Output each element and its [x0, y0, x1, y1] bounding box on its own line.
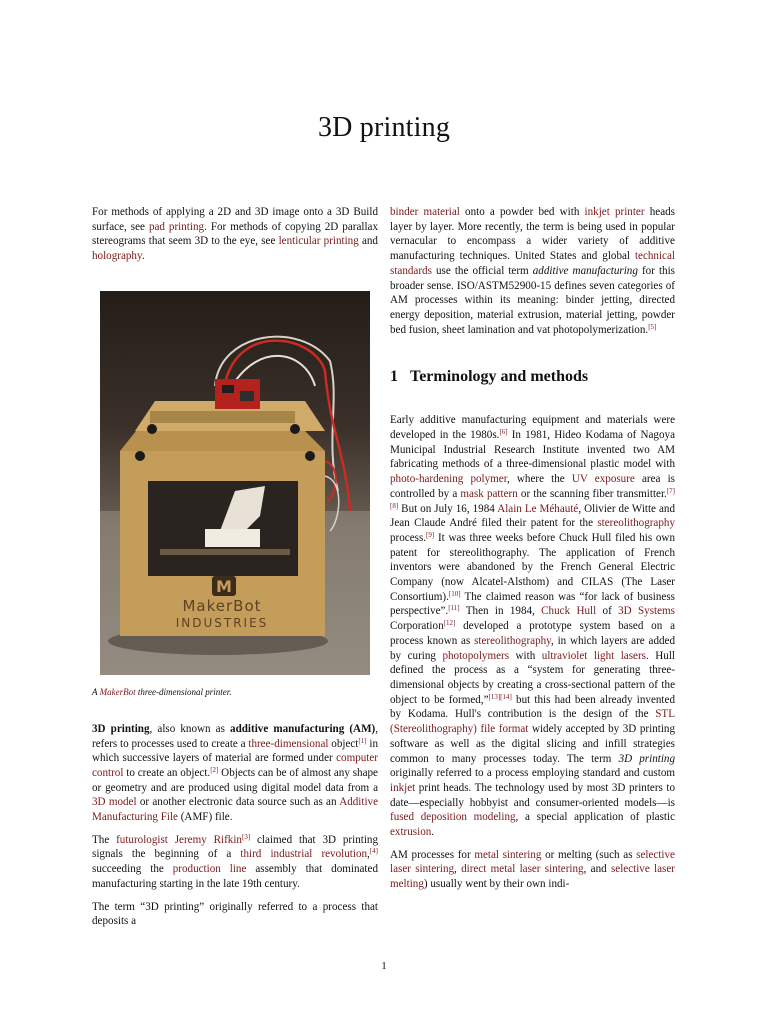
text: . — [431, 826, 435, 839]
text: In 1981, Hideo Kodama of Nagoya Municipal Industrial Research Institute invented two AM fabricating methods of a three-dimensional plastic model with — [390, 429, 676, 471]
link-selective-laser-sintering[interactable]: selective laser sintering — [390, 848, 675, 876]
makerbot-logo-text: MakerBot — [182, 596, 262, 615]
bold-term: 3D printing — [92, 722, 150, 735]
citation-link[interactable]: [11] — [448, 604, 460, 613]
svg-text:M: M — [216, 576, 232, 596]
link-production-line[interactable]: production line — [172, 863, 247, 876]
section-number: 1 — [390, 368, 398, 386]
text: The — [92, 833, 117, 846]
citation-link[interactable]: [9] — [426, 530, 435, 539]
citation-link[interactable]: [4] — [369, 847, 378, 856]
intro-paragraph-2 — [92, 833, 378, 892]
intro-paragraph-3-cont — [390, 205, 675, 337]
right-column — [390, 205, 675, 900]
text: process. — [390, 531, 427, 544]
citation-link[interactable]: [5] — [648, 322, 657, 331]
text: assembly that dominated manufacturing starting in the late 19th century. — [92, 863, 378, 890]
link-third-industrial-revolution[interactable]: third industrial revolution — [240, 848, 368, 861]
text: , — [454, 863, 462, 876]
text: and — [358, 235, 378, 248]
text: For methods of applying a 2D and 3D image onto a 3D Build surface, see — [92, 206, 378, 233]
link-ultraviolet-lasers[interactable]: ultraviolet light lasers — [541, 649, 646, 662]
text: The term “3D printing” originally referred to a process that deposits a — [92, 900, 378, 928]
text: claimed that 3D printing signals the beginning of a — [92, 833, 378, 861]
citation-link[interactable]: [6] — [499, 428, 508, 437]
text: Then in 1984, — [459, 605, 542, 618]
text: area is controlled by a — [390, 473, 675, 500]
section-paragraph-1 — [390, 413, 675, 839]
section-title: Terminology and methods — [410, 368, 589, 386]
link-three-dimensional[interactable]: three-dimensional — [248, 737, 329, 750]
link-technical-standards[interactable]: technical standards — [390, 250, 675, 277]
text: , a special application of plastic — [515, 811, 675, 824]
citation-link[interactable]: [1] — [358, 736, 367, 745]
link-holography[interactable]: holography — [92, 250, 142, 263]
hatnote — [92, 205, 378, 264]
link-selective-laser-melting[interactable]: selective laser melting — [390, 863, 675, 891]
link-direct-metal-laser-sintering[interactable]: direct metal laser sintering — [461, 863, 584, 876]
link-metal-sintering[interactable]: metal sintering — [474, 848, 542, 861]
text: of — [596, 605, 619, 618]
bold-term: additive manufacturing (AM) — [230, 722, 376, 735]
page-number: 1 — [381, 960, 387, 972]
link-inkjet[interactable]: inkjet — [390, 781, 416, 794]
citation-link[interactable]: [3] — [241, 832, 251, 841]
text: A — [92, 686, 100, 697]
section-heading — [390, 367, 675, 387]
text: or melting (such as — [541, 848, 637, 861]
link-lenticular-printing[interactable]: lenticular printing — [278, 235, 359, 248]
link-pad-printing[interactable]: pad printing — [148, 220, 205, 233]
text: , refers to processes used to create a — [92, 722, 379, 750]
link-photo-hardening-polymer[interactable]: photo-hardening polymer — [390, 473, 507, 486]
link-jeremy-rifkin[interactable]: futurologist Jeremy Rifkin — [116, 833, 242, 846]
text: in which successive layers of material are formed under — [92, 737, 378, 765]
link-computer-control[interactable]: computer control — [92, 752, 378, 779]
citation-link[interactable]: [13][14] — [488, 692, 512, 701]
left-column — [92, 205, 378, 929]
text: , also known as — [149, 722, 231, 735]
text: . — [141, 250, 145, 263]
figure-caption — [92, 686, 378, 698]
link-alain-le-mehaute[interactable]: Alain Le Méhauté — [497, 502, 579, 515]
text: three-dimensional printer. — [135, 686, 232, 697]
link-stereolithography-2[interactable]: stereolithography — [474, 634, 552, 647]
link-mask-pattern[interactable]: mask pattern — [460, 487, 518, 500]
link-inkjet-printer[interactable]: inkjet printer — [584, 206, 645, 218]
link-makerbot[interactable]: MakerBot — [99, 686, 136, 697]
text: originally referred to a process employing standard and custom — [390, 767, 675, 780]
citation-link[interactable]: [7][8] — [390, 486, 675, 510]
link-3d-model[interactable]: 3D model — [92, 796, 137, 809]
italic-term: additive manufacturing — [532, 264, 638, 277]
text: for this broader sense. ISO/ASTM52900-15 defines seven categories of AM processes within its meaning: binder jetting, directed energy deposition, material extrusion, material jetting, powder bed fusion, sheet lamination and vat photopolymerization. — [390, 264, 675, 336]
text: ) usually went by their own indi- — [423, 878, 570, 891]
text: Corporation — [390, 620, 444, 633]
text: . Hull defined the process as a “system for generating three-dimensional objects by creating a cross-sectional pattern of the object to be formed,” — [390, 649, 675, 706]
text: But on July 16, 1984 — [398, 502, 498, 515]
intro-paragraph-1 — [92, 722, 378, 825]
text: onto a powder bed with — [459, 206, 585, 218]
text: or another electronic data source such as an — [136, 796, 340, 809]
intro-paragraph-3-start — [92, 900, 378, 929]
text: , and — [583, 863, 611, 876]
link-stl-file-format[interactable]: STL (Stereolithography) file format — [390, 708, 675, 736]
link-binder-material[interactable]: binder material — [390, 206, 460, 218]
text: . For methods of copying 2D parallax stereograms that seem 3D to the eye, see — [92, 220, 379, 248]
text: Objects can be of almost any shape or geometry and are produced using digital model data from a — [92, 766, 378, 794]
text: , Olivier de Witte and Jean Claude André filed their patent for the — [390, 502, 675, 530]
text: heads layer by layer. More recently, the term is being used in popular vernacular to encompass a wider variety of additive manufacturing techniques. United States and global — [390, 206, 675, 263]
italic-term: 3D printing — [618, 752, 675, 765]
text: widely accepted by 3D printing software as well as the digital slicing and infill strategies common to many processes today. The term — [390, 723, 675, 765]
link-uv-exposure[interactable]: UV exposure — [571, 473, 635, 486]
industries-logo-text: INDUSTRIES — [175, 615, 269, 630]
text: , — [367, 848, 370, 861]
page-title: 3D printing — [317, 112, 451, 143]
text: , where the — [507, 473, 572, 486]
link-3d-systems[interactable]: 3D Systems — [618, 605, 675, 618]
link-fused-deposition-modeling[interactable]: fused deposition modeling — [390, 811, 516, 824]
link-chuck-hull[interactable]: Chuck Hull — [541, 605, 597, 618]
citation-link[interactable]: [2] — [210, 765, 219, 774]
text: developed a prototype system based on a process known as — [390, 620, 675, 647]
text: (AMF) file. — [177, 811, 233, 824]
link-photopolymers[interactable]: photopolymers — [442, 649, 510, 662]
makerbot-printer-photo — [100, 291, 370, 675]
text: to create an object. — [123, 766, 211, 779]
text: but this had been already invented by Kodama. Hull's contribution is the design of the — [390, 693, 675, 721]
text: AM processes for — [390, 848, 475, 861]
link-amf[interactable]: Additive Manufacturing File — [92, 796, 379, 824]
text: object — [328, 737, 359, 750]
text: It was three weeks before Chuck Hull filed his own patent for stereolithography. The application of French inventors were abandoned by the French General Electric Company (now Alcatel-Alsthom) and CILAS (The Laser Consortium). — [390, 531, 675, 603]
text: use the official term — [431, 264, 533, 277]
section-paragraph-2 — [390, 848, 675, 892]
citation-link[interactable]: [12] — [443, 619, 456, 628]
text: , in which layers are added by curing — [390, 634, 676, 662]
text: succeeding the — [92, 863, 173, 876]
text: or the scanning fiber transmitter. — [517, 487, 667, 500]
text: with — [509, 649, 542, 662]
link-stereolithography[interactable]: stereolithography — [597, 517, 675, 530]
text: print heads. The technology used by most 3D printers to date—especially hobbyist and consumer-oriented models—is — [390, 781, 675, 809]
citation-link[interactable]: [10] — [448, 589, 461, 598]
text: The claimed reason was “for lack of business perspective”. — [390, 590, 675, 618]
link-extrusion[interactable]: extrusion — [390, 826, 432, 839]
text: Early additive manufacturing equipment and materials were developed in the 1980s. — [390, 414, 675, 442]
